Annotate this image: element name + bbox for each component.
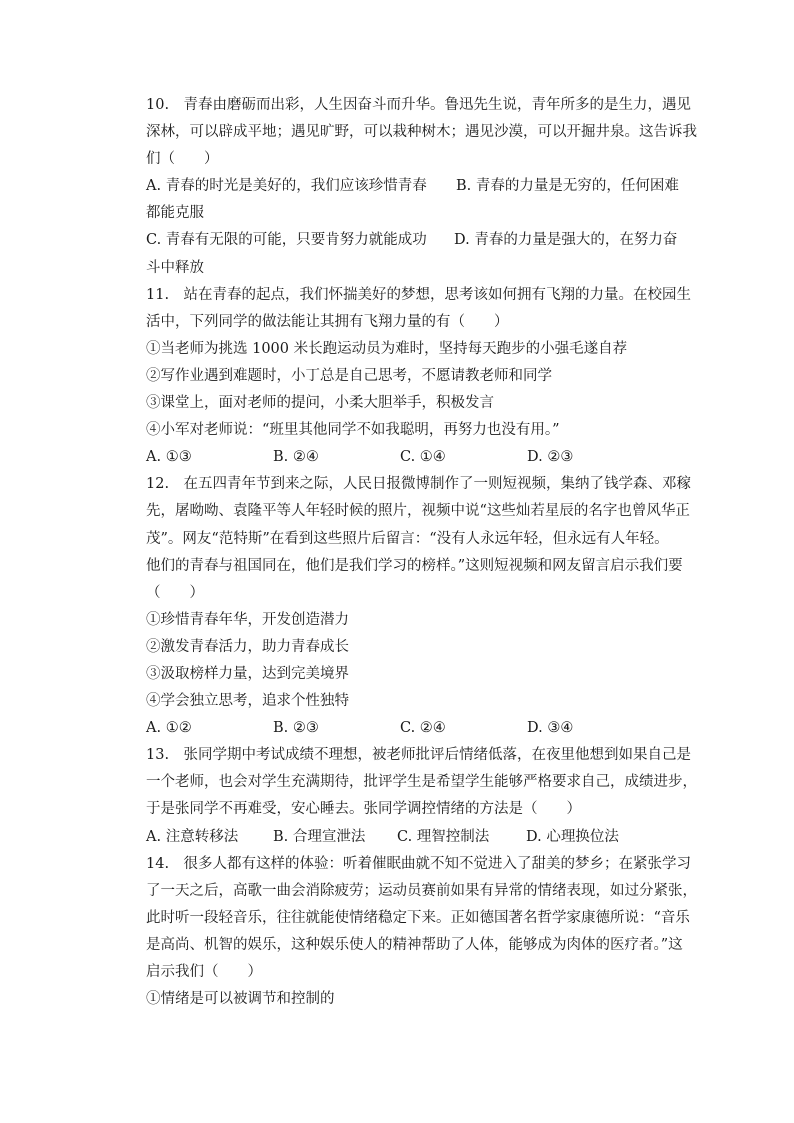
question-text-line: 了一天之后，高歌一曲会消除疲劳；运动员赛前如果有异常的情绪表现，如过分紧张， [146,882,697,899]
question-text-line: 先，屠呦呦、袁隆平等人年轻时候的照片，视频中说“这些灿若星辰的名字也曾风华正 [146,503,690,520]
option-b-continued: 都能克服 [146,205,204,222]
question-14 [146,851,697,1014]
question-12 [146,471,692,742]
question-text-line: 11. 站在青春的起点，我们怀揣美好的梦想，思考该如何拥有飞翔的力量。在校园生 [146,286,692,303]
question-text-line: 是高尚、机智的娱乐，这种娱乐使人的精神帮助了人体，能够成为肉体的医疗者。”这 [146,936,683,953]
option-a: A. 注意转移法 [146,828,239,845]
statement-item: ①情绪是可以被调节和控制的 [146,991,335,1008]
statement-item: ③课堂上，面对老师的提问，小柔大胆举手，积极发言 [146,395,494,412]
question-text-line: 于是张同学不再难受，安心睡去。张同学调控情绪的方法是（ ） [146,801,581,818]
exam-page [146,92,697,1013]
question-text-line: 启示我们（ ） [146,964,262,980]
question-text-line: 14. 很多人都有这样的体验：听着催眠曲就不知不觉进入了甜美的梦乡；在紧张学习 [146,855,692,872]
option-row [146,715,686,742]
option-row [146,444,686,471]
option-a: A. ①③ [146,449,192,466]
option-row [146,227,686,254]
option-b: B. 青春的力量是无穷的，任何困难 [456,178,679,195]
question-text-line: 13. 张同学期中考试成绩不理想，被老师批评后情绪低落，在夜里他想到如果自己是 [146,747,692,764]
question-text-line: 一个老师，也会对学生充满期待，批评学生是希望学生能够严格要求自己，成绩进步， [146,774,697,791]
question-text-line: （ ） [146,584,204,601]
option-d: D. ②③ [527,449,574,466]
option-row [146,173,686,200]
question-13 [146,742,697,850]
statement-item: ③汲取榜样力量，达到完美境界 [146,665,349,682]
option-a: A. ①② [146,720,192,737]
question-text-line: 12. 在五四青年节到来之际，人民日报微博制作了一则短视频，集纳了钱学森、邓稼 [146,476,692,493]
question-text-line: 深林，可以辟成平地；遇见旷野，可以栽种树木；遇见沙漠，可以开掘井泉。这告诉我 [146,124,697,141]
option-c: C. 理智控制法 [397,828,490,845]
option-d: D. 心理换位法 [526,828,619,845]
option-d-continued: 斗中释放 [146,259,204,276]
question-text-line: 他们的青春与祖国同在，他们是我们学习的榜样。”这则短视频和网友留言启示我们要 [146,557,683,574]
statement-item: ①当老师为挑选 1000 米长跑运动员为难时，坚持每天跑步的小强毛遂自荐 [146,340,628,357]
statement-item: ②写作业遇到难题时，小丁总是自己思考，不愿请教老师和同学 [146,367,552,384]
option-row [146,824,686,851]
question-text-line: 们（ ） [146,151,219,168]
question-text-line: 此时听一段轻音乐，往往就能使情绪稳定下来。正如德国著名哲学家康德所说：“音乐 [146,909,690,926]
option-c: C. ②④ [400,720,446,737]
question-text-line: 活中，下列同学的做法能让其拥有飞翔力量的有（ ） [146,313,509,330]
option-b: B. ②③ [273,720,319,737]
statement-item: ④小军对老师说：“班里其他同学不如我聪明，再努力也没有用。” [146,422,560,439]
option-b: B. 合理宣泄法 [273,828,366,845]
question-10 [146,92,697,282]
option-d: D. ③④ [527,720,574,737]
statement-item: ④学会独立思考，追求个性独特 [146,693,349,710]
statement-item: ②激发青春活力，助力青春成长 [146,638,349,655]
option-c: C. ①④ [400,449,446,466]
question-text-line: 10. 青春由磨砺而出彩，人生因奋斗而升华。鲁迅先生说，青年所多的是生力，遇见 [146,97,692,113]
question-text-line: 茂”。网友“范特斯”在看到这些照片后留言：“没有人永远年轻，但永远有人年轻。 [146,530,669,547]
option-b: B. ②④ [273,449,319,466]
option-c: C. 青春有无限的可能，只要肯努力就能成功 [146,232,427,249]
question-11 [146,282,692,472]
statement-item: ①珍惜青春年华，开发创造潜力 [146,611,349,628]
option-a: A. 青春的时光是美好的，我们应该珍惜青春 [146,178,427,195]
option-d: D. 青春的力量是强大的，在努力奋 [454,232,678,249]
